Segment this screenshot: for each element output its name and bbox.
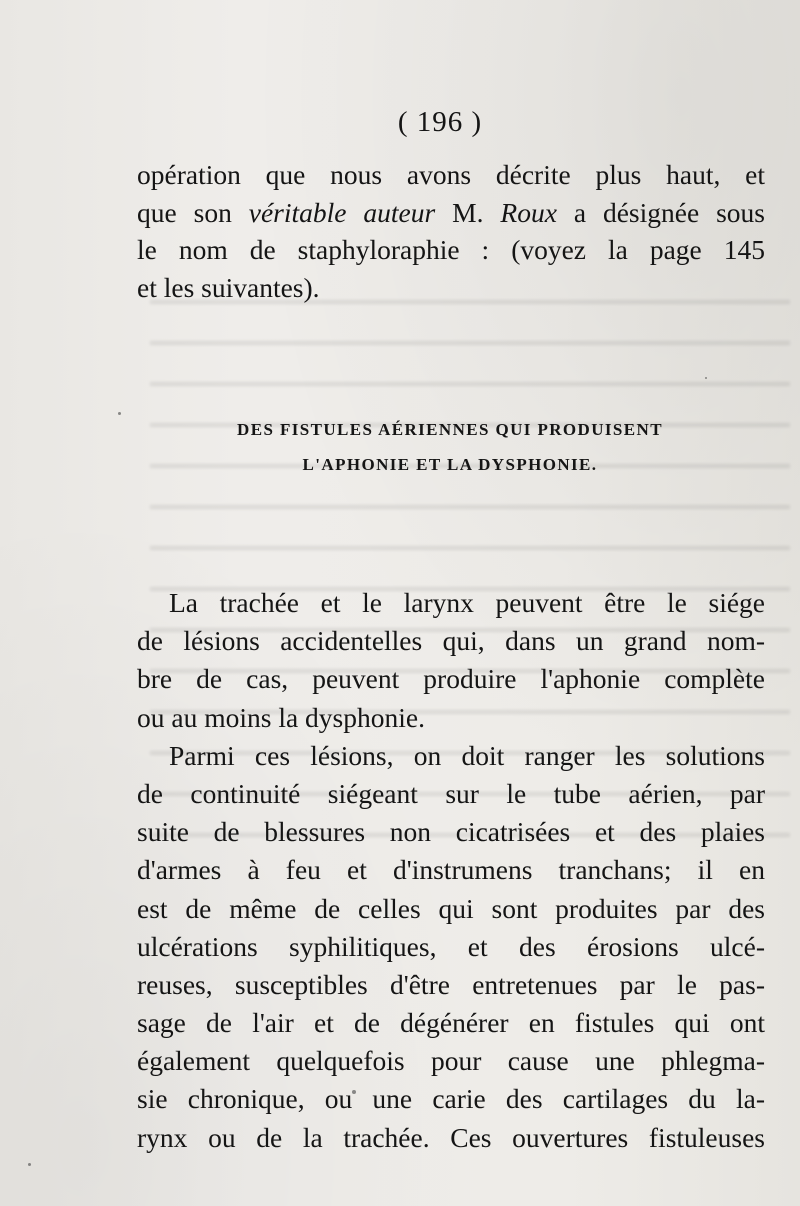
text-line: sage de l'air et de dégénérer en fistules qui ont — [137, 1007, 765, 1039]
text-line: Parmi ces lésions, on doit ranger les solutions — [169, 739, 765, 771]
text-line: suite de blessures non cicatrisées et des plaies — [137, 816, 765, 848]
text-line: rynx ou de la trachée. Ces ouvertures fistuleuses — [137, 1121, 765, 1153]
continuation-paragraph — [137, 156, 765, 306]
text-line: que son véritable auteur M. Roux a désignée sous — [137, 196, 765, 228]
body-text — [137, 584, 765, 1157]
text-line: de continuité siégeant sur le tube aérien, par — [137, 777, 765, 809]
text-line: sie chronique, ou une carie des cartilages du la- — [137, 1083, 765, 1115]
text-line: est de même de celles qui sont produites par des — [137, 892, 765, 924]
text-line: ou au moins la dysphonie. — [137, 701, 425, 733]
paper-speck — [28, 1163, 31, 1166]
text-line: reuses, susceptibles d'être entretenues par le pas- — [137, 968, 765, 1000]
section-heading: DES FISTULES AÉRIENNES QUI PRODUISENT — [237, 420, 663, 439]
section-heading-continued: L'APHONIE ET LA DYSPHONIE. — [302, 455, 598, 474]
text-line: opération que nous avons décrite plus haut, et — [137, 159, 765, 190]
text-line: de lésions accidentelles qui, dans un grand nom- — [137, 625, 765, 657]
paper-speck — [118, 412, 121, 415]
author-name: Roux — [500, 196, 557, 228]
text-line: le nom de staphyloraphie : (voyez la page 145 — [137, 234, 765, 265]
paper-speck — [705, 377, 707, 379]
italic-phrase: véritable auteur — [248, 196, 436, 228]
text-line: et les suivantes). — [137, 271, 320, 303]
text-line: bre de cas, peuvent produire l'aphonie complète — [137, 663, 765, 695]
text-line: également quelquefois pour cause une phlegma- — [137, 1045, 765, 1077]
page-number: ( 196 ) — [397, 106, 483, 138]
text-line: ulcérations syphilitiques, et des érosions ulcé- — [137, 930, 765, 962]
text-line: La trachée et le larynx peuvent être le siége — [169, 587, 765, 618]
text-line: d'armes à feu et d'instrumens tranchans; il en — [137, 854, 765, 886]
